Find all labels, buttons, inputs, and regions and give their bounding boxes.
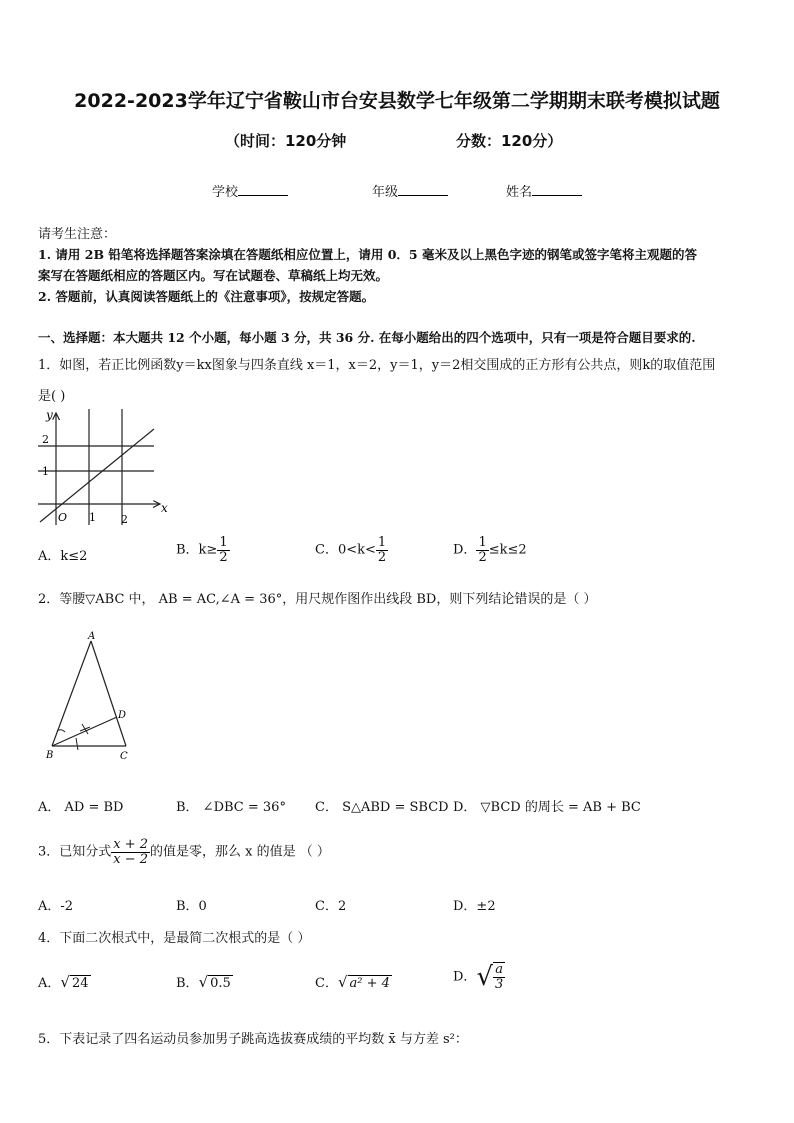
point-d: D (118, 710, 127, 721)
origin-label: O (58, 511, 68, 524)
q4-option-a: A．√ 24 (38, 973, 89, 991)
q3-option-d: D．±2 (453, 899, 496, 914)
q4-text: 4．下面二次根式中，是最简二次根式的是（ ） (38, 931, 311, 946)
q2-triangle (40, 628, 140, 764)
grade-field: 年级 (372, 181, 448, 200)
q1-option-c: C．0<k< $\frac{1}{2}$ (315, 535, 387, 565)
arc-mark-2 (76, 738, 78, 750)
tick-y2: 2 (42, 433, 49, 446)
q4-option-b: B．√ 0.5 (176, 973, 231, 991)
notice-line1: 1. 请用 2B 铅笔将选择题答案涂填在答题纸相应位置上，请用 0．5 毫米及以上黑色字迹的钢笔或签字笔将主观题的答 (38, 247, 697, 262)
notice-line1b: 案写在答题纸相应的答题区内。写在试题卷、草稿纸上均无效。 (38, 268, 389, 283)
q1-option-a: A．k≤2 (38, 549, 88, 564)
q2-option-c: C． S△ABD = SBCD (315, 800, 449, 815)
time-label: （时间：120分钟 (225, 132, 347, 150)
tick-x1: 1 (89, 511, 96, 524)
q3-option-c: C．2 (315, 899, 347, 914)
side-ac (91, 641, 126, 746)
q1-option-d: D． $\frac{1}{2}$ ≤k≤2 (453, 535, 527, 565)
q4-option-d: D．√ $\frac{a}{3}$ (453, 962, 504, 992)
q2-option-b: B． ∠DBC = 36° (176, 800, 286, 815)
page-title: 2022-2023学年辽宁省鞍山市台安县数学七年级第二学期期末联考模拟试题 (74, 90, 720, 112)
q3-option-b: B．0 (176, 899, 207, 914)
vertex-b: B (46, 750, 54, 761)
vertex-c: C (120, 751, 128, 762)
q2-option-d: D． ▽BCD 的周长 = AB + BC (453, 800, 641, 815)
score-label: 分数：120分） (456, 132, 563, 150)
q1-option-b: B．k≥ $\frac{1}{2}$ (176, 535, 228, 565)
q3-option-a: A．-2 (38, 899, 74, 914)
q3-text: 3．已知分式 $\frac{x + 2}{x - 2}$ 的值是零，那么 x 的值是 （ ） (38, 837, 330, 867)
line-kx (40, 429, 154, 522)
tick-x2: 2 (121, 513, 128, 526)
notice-heading: 请考生注意： (38, 227, 117, 242)
q1-text: 1．如图，若正比例函数y＝kx图象与四条直线 x＝1，x＝2，y＝1，y＝2相交围成的正方形有公共点，则k的取值范围 (38, 358, 716, 373)
vertex-a: A (88, 631, 96, 642)
q4-option-c: C．√ a² + 4 (315, 973, 390, 991)
notice-line2: 2. 答题前，认真阅读答题纸上的《注意事项》，按规定答题。 (38, 289, 375, 304)
q2-text: 2．等腰▽ABC 中， AB = AC,∠A = 36°，用尺规作图作出线段 BD，则下列结论错误的是（ ） (38, 592, 597, 607)
x-axis-label: x (161, 501, 168, 515)
tick-y1: 1 (42, 465, 49, 478)
school-field: 学校 (212, 181, 288, 200)
name-field: 姓名 (506, 181, 582, 200)
section-heading: 一、选择题：本大题共 12 个小题，每小题 3 分，共 36 分. 在每小题给出的四个选项中，只有一项是符合题目要求的. (38, 330, 696, 345)
q1-graph (34, 405, 174, 530)
q2-option-a: A． AD = BD (38, 800, 124, 815)
q1-text-2: 是( ) (38, 389, 66, 404)
y-axis-label: y (46, 408, 53, 422)
q5-text: 5．下表记录了四名运动员参加男子跳高选拔赛成绩的平均数 x̄ 与方差 s²： (38, 1032, 468, 1047)
